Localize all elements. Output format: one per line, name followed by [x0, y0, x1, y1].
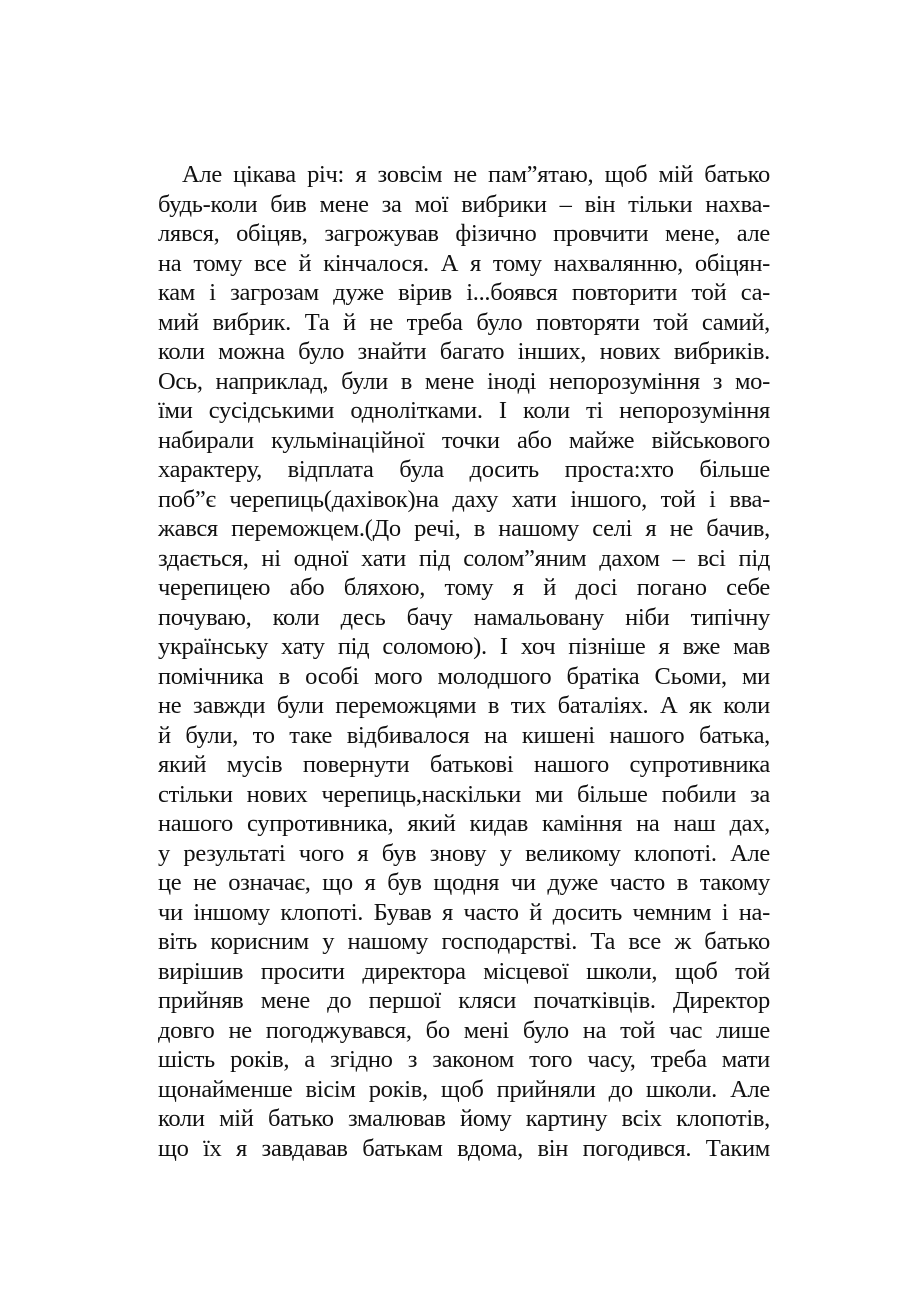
text-line: поб”є черепиць(дахівок)на даху хати іншого, той і вва- [158, 485, 770, 513]
text-line: віть корисним у нашому господарстві. Та все ж батько [158, 928, 770, 955]
text-line: що їх я завдавав батькам вдома, він погодився. Таким [158, 1134, 770, 1162]
text-line: на тому все й кінчалося. А я тому нахвалянню, обіцян- [158, 249, 770, 277]
text-line: почуваю, коли десь бачу намальовану ніби типічну [158, 603, 770, 631]
body-paragraph [158, 160, 770, 1163]
text-line: здається, ні одної хати під солом”яним дахом – всі під [158, 544, 770, 572]
text-line: кам і загрозам дуже вірив і...боявся повторити той са- [158, 279, 770, 306]
text-line: Ось, наприклад, були в мене іноді непорозуміння з мо- [158, 367, 770, 395]
text-line: нашого супротивника, який кидав каміння на наш дах, [158, 810, 770, 837]
text-line: не завжди були переможцями в тих баталіях. А як коли [158, 692, 770, 719]
text-line: який мусів повернути батькові нашого супротивника [158, 751, 770, 778]
text-line: помічника в особі мого молодшого братіка Сьоми, ми [158, 662, 770, 690]
text-line: будь-коли бив мене за мої вибрики – він тільки нахва- [158, 190, 770, 218]
text-line: це не означає, що я був щодня чи дуже часто в такому [158, 869, 770, 896]
text-line: характеру, відплата була досить проста:хто більше [158, 456, 770, 483]
text-line: вирішив просити директора місцевої школи, щоб той [158, 957, 770, 985]
text-line: чи іншому клопоті. Бував я часто й досить чемним і на- [158, 898, 770, 926]
text-line: коли мій батько змалював йому картину всіх клопотів, [158, 1105, 770, 1132]
text-line: щонайменше вісім років, щоб прийняли до школи. Але [158, 1075, 770, 1103]
text-line: лявся, обіцяв, загрожував фізично провчити мене, але [158, 220, 770, 247]
text-line: черепицею або бляхою, тому я й досі погано себе [158, 574, 770, 601]
text-line: й були, то таке відбивалося на кишені нашого батька, [158, 721, 770, 749]
text-line: їми сусідськими однолітками. І коли ті непорозуміння [158, 397, 770, 424]
text-line: набирали кульмінаційної точки або майже військового [158, 426, 770, 454]
text-line: стільки нових черепиць,наскільки ми більше побили за [158, 780, 770, 808]
text-line: шість років, а згідно з законом того часу, треба мати [158, 1046, 770, 1073]
text-line: жався переможцем.(До речі, в нашому селі я не бачив, [158, 515, 770, 542]
text-line: коли можна було знайти багато інших, нових вибриків. [158, 338, 770, 365]
text-line: мий вибрик. Та й не треба було повторяти той самий, [158, 308, 770, 336]
text-line: Але цікава річ: я зовсім не пам”ятаю, щоб мій батько [182, 161, 770, 188]
text-line: у результаті чого я був знову у великому клопоті. Але [158, 839, 770, 867]
text-line: українську хату під соломою). І хоч пізніше я вже мав [158, 633, 770, 660]
text-line: прийняв мене до першої кляси початківців. Директор [158, 987, 770, 1014]
text-line: довго не погоджувався, бо мені було на той час лише [158, 1016, 770, 1044]
